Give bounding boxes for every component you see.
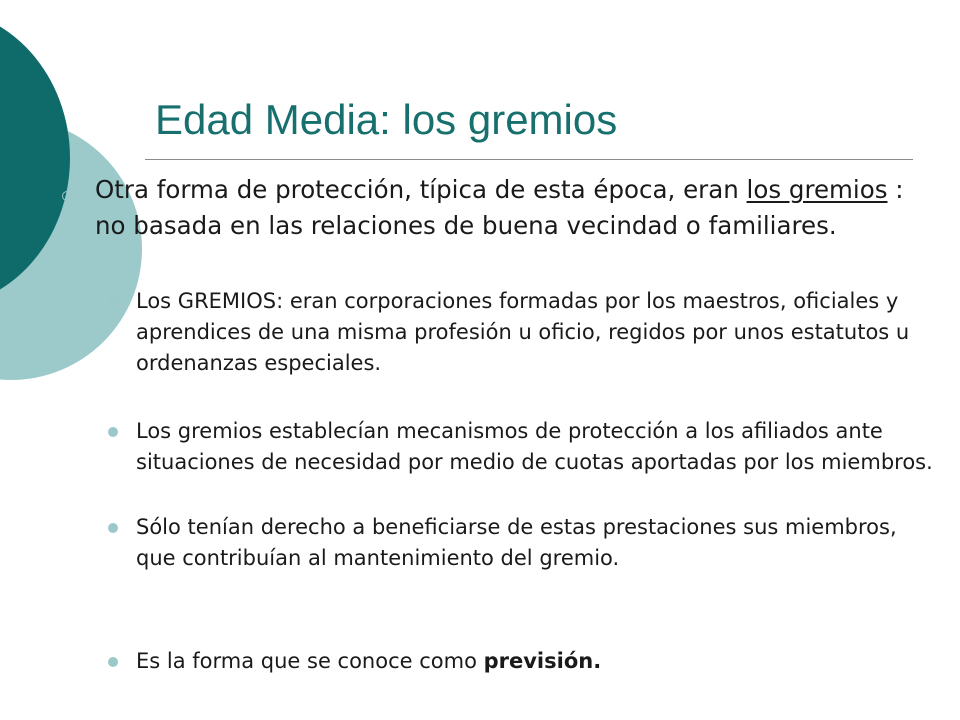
final-point: [108, 646, 938, 677]
title-divider: [145, 159, 913, 160]
bullet-dot-icon: [108, 297, 118, 307]
main-point: [95, 172, 935, 244]
sub-point: [108, 416, 938, 478]
sub-point-text: Los gremios establecían mecanismos de protección a los afiliados ante situaciones de necesidad por medio de cuotas aportadas por los miembros.: [136, 419, 933, 474]
sub-point-text: Los GREMIOS: eran corporaciones formadas por los maestros, oficiales y aprendices de una misma profesión u oficio, regidos por unos estatutos u ordenanzas especiales.: [136, 289, 910, 375]
final-point-lead: Es la forma que se conoce como: [136, 649, 484, 673]
hollow-bullet-icon: [62, 191, 72, 201]
final-point-bold: previsión.: [483, 649, 602, 673]
final-point-text: [136, 646, 938, 677]
main-point-text-end: : no basada en las relaciones de buena vecindad o familiares.: [95, 175, 904, 240]
sub-point: [108, 512, 938, 574]
main-point-text-start: Otra forma de protección, típica de esta época, eran: [95, 175, 747, 204]
bullet-dot-icon: [108, 523, 118, 533]
bullet-dot-icon: [108, 427, 118, 437]
sub-point-text: Sólo tenían derecho a beneficiarse de estas prestaciones sus miembros, que contribuían al mantenimiento del gremio.: [136, 515, 897, 570]
bullet-dot-icon: [108, 657, 118, 667]
main-point-underlined: los gremios: [746, 175, 888, 204]
slide-title: Edad Media: los gremios: [155, 96, 618, 143]
sub-point: [108, 286, 938, 379]
